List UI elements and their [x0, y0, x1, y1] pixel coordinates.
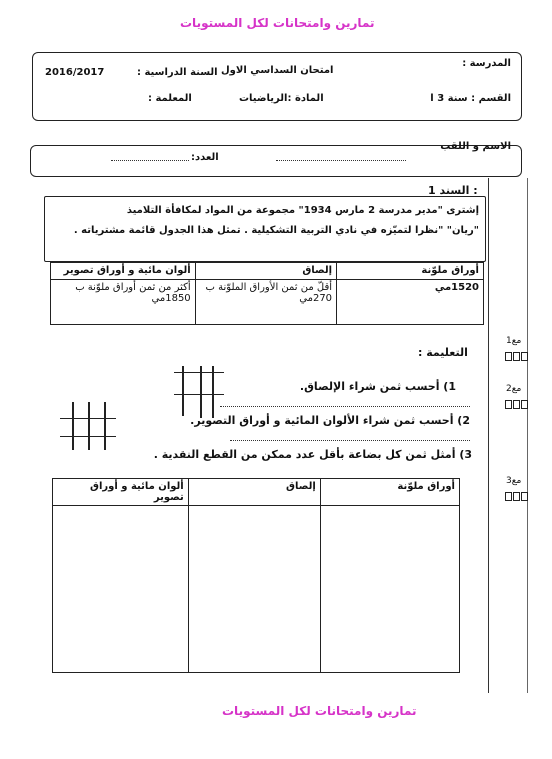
- number-field[interactable]: [111, 160, 189, 161]
- purchases-table: [50, 262, 484, 325]
- table2-header-1: أوراق ملوّنة: [320, 479, 459, 506]
- table1-cell-1: 1520مي: [337, 280, 484, 325]
- watermark-bottom: تمارين وامتحانات لكل المستويات: [222, 704, 417, 718]
- table2-answer-3[interactable]: [53, 506, 189, 673]
- student-box: [30, 141, 522, 177]
- answer-line-1[interactable]: [220, 406, 470, 407]
- score-box: [513, 400, 520, 409]
- table1-header-2: إلصاق: [195, 263, 336, 280]
- support-title: السند 1 :: [428, 184, 478, 197]
- year-value: 2016/2017: [45, 67, 105, 78]
- subject: المادة :الرياضيات: [239, 93, 324, 104]
- table2-answer-2[interactable]: [188, 506, 320, 673]
- name-label: الاسم و اللقب: [440, 141, 511, 152]
- score-3: مع3: [506, 476, 522, 486]
- table1-cell-3: أكثر من ثمن أوراق ملوّنة ب 1850مي: [51, 280, 196, 325]
- class-label: القسم : سنة 3 ا: [430, 93, 511, 104]
- exam-title: امتحان السداسي الاول: [221, 65, 334, 76]
- name-field[interactable]: [276, 160, 406, 161]
- table1-cell-2: أقلّ من ثمن الأوراق الملوّنة ب 270مي: [195, 280, 336, 325]
- table1-header-3: ألوان مائية و أوراق تصوير: [51, 263, 196, 280]
- score-box: [521, 492, 528, 501]
- question-1: 1) أحسب ثمن شراء الإلصاق.: [299, 380, 456, 393]
- coins-table: [52, 478, 460, 673]
- score-2: مع2: [506, 384, 522, 394]
- score-1: مع1: [506, 336, 522, 346]
- watermark-top: تمارين وامتحانات لكل المستويات: [180, 16, 375, 30]
- score-box: [513, 492, 520, 501]
- score-box: [505, 400, 512, 409]
- question-2: 2) أحسب ثمن شراء الألوان المائية و أوراق التصوير.: [190, 414, 470, 427]
- score-box: [505, 352, 512, 361]
- answer-line-2[interactable]: [230, 440, 470, 441]
- table2-header-3: ألوان مائية و أوراق تصوير: [53, 479, 189, 506]
- support-box: [44, 196, 486, 262]
- margin-line: [488, 178, 489, 693]
- table2-answer-1[interactable]: [320, 506, 459, 673]
- table2-header-2: إلصاق: [188, 479, 320, 506]
- table1-header-1: أوراق ملوّنة: [337, 263, 484, 280]
- question-3: 3) أمثل ثمن كل بضاعة بأقل عدد ممكن من القطع النقدية .: [153, 448, 472, 461]
- outer-margin-line: [527, 178, 528, 693]
- score-box: [505, 492, 512, 501]
- support-line2: "ريان" "نظرا لتميّزه في نادي التربية التشكيلية . تمثل هذا الجدول قائمة مشترياته .: [73, 225, 479, 236]
- header-box: [32, 52, 522, 121]
- number-label: العدد:: [191, 152, 219, 163]
- support-line1: إشترى "مدير مدرسة 2 مارس 1934" مجموعة من المواد لمكافأة التلاميذ: [126, 205, 479, 216]
- score-box: [513, 352, 520, 361]
- teacher-label: المعلمة :: [148, 93, 192, 104]
- score-box: [521, 400, 528, 409]
- instruction-title: التعليمة :: [418, 346, 468, 359]
- school-label: المدرسة :: [462, 58, 511, 69]
- score-box: [521, 352, 528, 361]
- year-label: السنة الدراسية :: [137, 67, 218, 78]
